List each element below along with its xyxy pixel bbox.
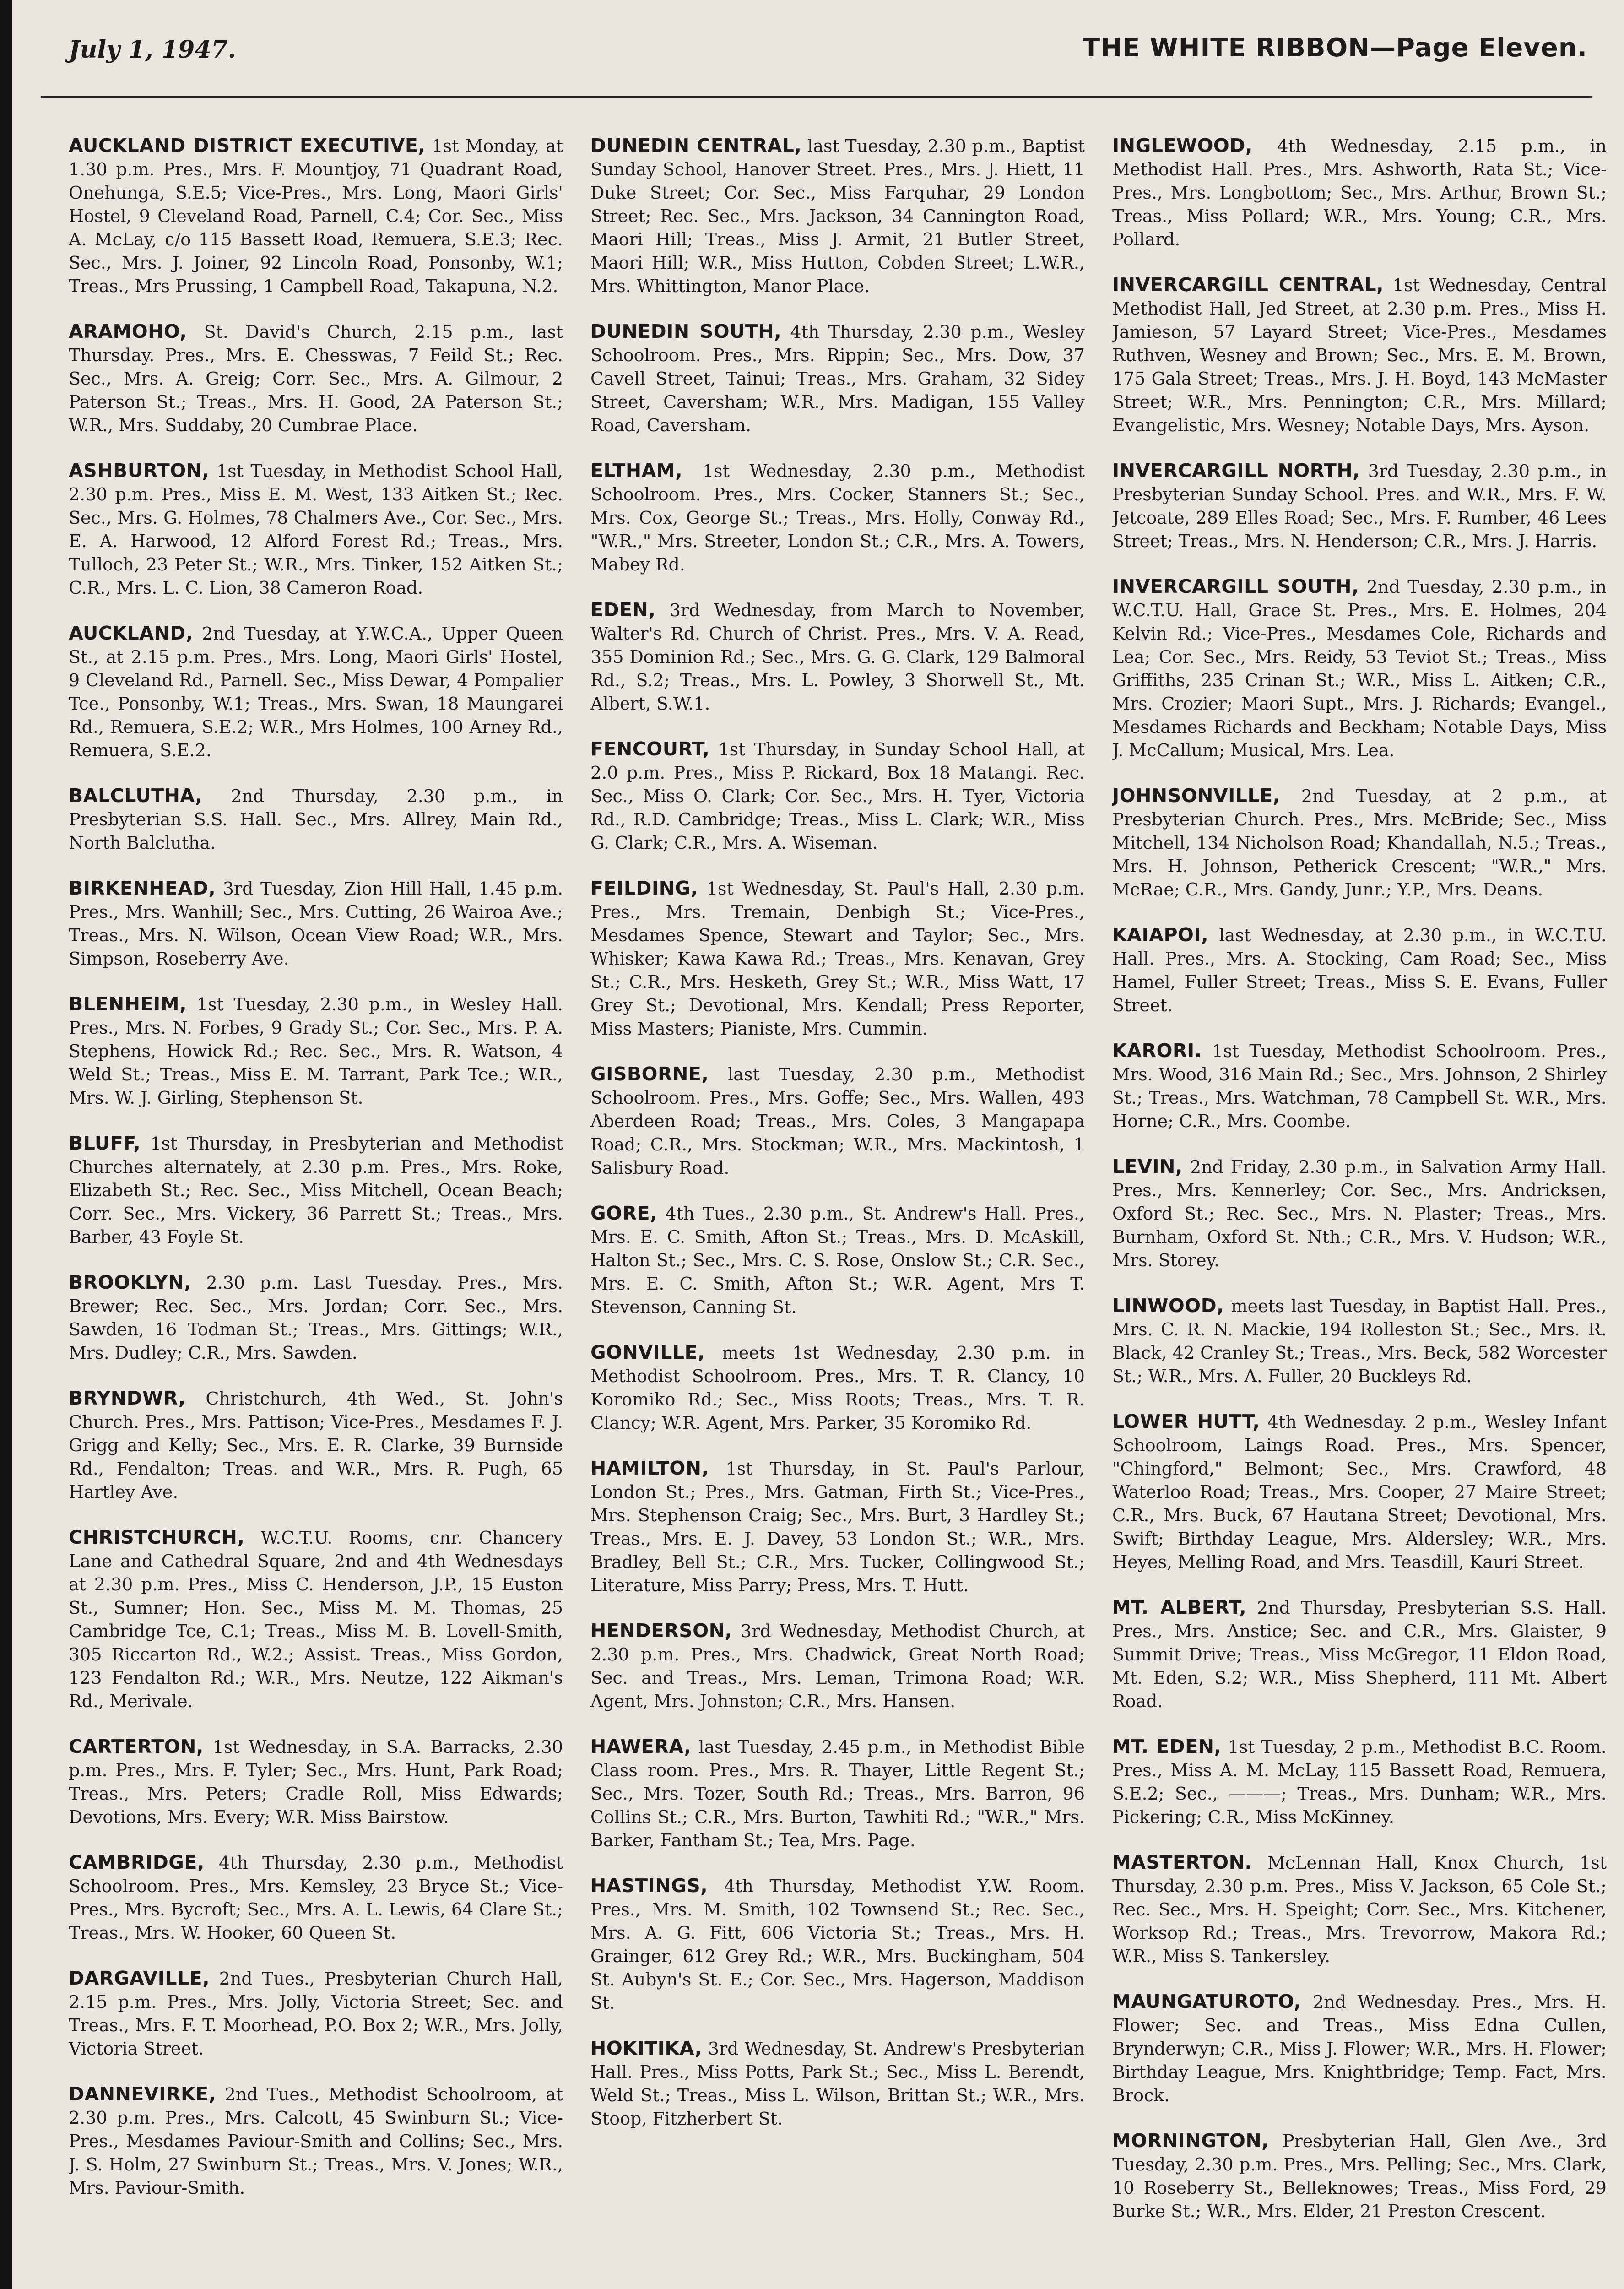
- branch-name: EDEN,: [590, 599, 656, 621]
- branch-name: BRYNDWR,: [69, 1387, 186, 1409]
- branch-entry: [69, 784, 563, 855]
- branch-entry: [69, 1967, 563, 2061]
- branch-details: W.C.T.U. Rooms, cnr. Chancery Lane and Cathedral Square, 2nd and 4th Wednesdays at 2.30 p.m. Pres., Miss C. Henderson, J.P., 15 Euston St., Sumner; Hon. Sec., Miss M. M. Thomas, 25 Cambridge Tce, C.1; Treas., Miss M. B. Lovell-Smith, 305 Riccarton Rd., W.2.; Assist. Treas., Miss Gordon, 123 Fendalton Rd.; W.R., Mrs. Neutze, 122 Aikman's Rd., Merivale.: [69, 1528, 563, 1711]
- branch-name: FEILDING,: [590, 877, 698, 899]
- branch-name: BALCLUTHA,: [69, 785, 203, 807]
- branch-name: BLUFF,: [69, 1132, 141, 1154]
- branch-details: 1st Wednesday, 2.30 p.m., Methodist Schoolroom. Pres., Mrs. Cocker, Stanners St.; Sec., Mrs. Cox, George St.; Treas., Mrs. Holly, Conway Rd., "W.R.," Mrs. Streeter, London St.; C.R., Mrs. A. Towers, Mabey Rd.: [590, 461, 1085, 575]
- branch-name: ARAMOHO,: [69, 320, 187, 342]
- branch-details: 2nd Tues., Methodist Schoolroom, at 2.30 p.m. Pres., Mrs. Calcott, 45 Swinburn St.; Vice-Pres., Mesdames Paviour-Smith and Collins; Sec., Mrs. J. S. Holm, 27 Swinburn St.; Treas., Mrs. V. Jones; W.R., Mrs. Paviour-Smith.: [69, 2084, 563, 2198]
- branch-entry: [1112, 1851, 1607, 1968]
- branch-name: AUCKLAND DISTRICT EXECUTIVE,: [69, 135, 426, 157]
- branch-details: 2nd Tuesday, at 2 p.m., at Presbyterian Church. Pres., Mrs. McBride; Sec., Miss Mitchell, 134 Nicholson Road; Khandallah, N.5.; Treas., Mrs. H. Johnson, Petherick Crescent; "W.R.," Mrs. McRae; C.R., Mrs. Gandy, Junr.; Y.P., Mrs. Deans.: [1112, 786, 1607, 900]
- branch-entry: [1112, 1990, 1607, 2107]
- branch-entry: [590, 320, 1085, 437]
- branch-entry: [1112, 1039, 1607, 1133]
- branch-details: 4th Thursday, 2.30 p.m., Methodist Schoolroom. Pres., Mrs. Kemsley, 23 Bryce St.; Vice-Pres., Mrs. Bycroft; Sec., Mrs. A. L. Lewis, 64 Clare St.; Treas., Mrs. W. Hooker, 60 Queen St.: [69, 1853, 563, 1943]
- branch-details: 3rd Tuesday, 2.30 p.m., in Presbyterian Sunday School. Pres. and W.R., Mrs. F. W. Jetcoate, 289 Elles Road; Sec., Mrs. F. Rumber, 46 Lees Street; Treas., Mrs. N. Henderson; C.R., Mrs. J. Harris.: [1112, 461, 1607, 551]
- column-middle: [590, 117, 1085, 2289]
- branch-entry: [590, 738, 1085, 855]
- page-header: [69, 27, 1587, 78]
- branch-entry: [590, 2037, 1085, 2131]
- branch-name: HOKITIKA,: [590, 2037, 702, 2059]
- branch-name: LINWOOD,: [1112, 1295, 1224, 1317]
- branch-details: 2nd Tuesday, at Y.W.C.A., Upper Queen St., at 2.15 p.m. Pres., Mrs. Long, Maori Girls' Hostel, 9 Cleveland Rd., Parnell. Sec., Miss Dewar, 4 Pompalier Tce., Ponsonby, W.1; Treas., Mrs. Swan, 18 Maungarei Rd., Remuera, S.E.2; W.R., Mrs Holmes, 100 Arney Rd., Remuera, S.E.2.: [69, 624, 563, 760]
- branch-entry: [1112, 2129, 1607, 2223]
- branch-details: 2.30 p.m. Last Tuesday. Pres., Mrs. Brewer; Rec. Sec., Mrs. Jordan; Corr. Sec., Mrs. Sawden, 16 Todman St.; Treas., Mrs. Gittings; W.R., Mrs. Dudley; C.R., Mrs. Sawden.: [69, 1273, 563, 1363]
- branch-entry: [69, 622, 563, 762]
- branch-details: McLennan Hall, Knox Church, 1st Thursday, 2.30 p.m. Pres., Miss V. Jackson, 65 Cole St.; Rec. Sec., Mrs. H. Speight; Corr. Sec., Mrs. Kitchener, Worksop Rd.; Treas., Mrs. Trevorrow, Makora Rd.; W.R., Miss S. Tankersley.: [1112, 1853, 1607, 1966]
- branch-name: MAUNGATUROTO,: [1112, 1991, 1301, 2012]
- column-left: [69, 117, 563, 2289]
- branch-details: last Tuesday, 2.30 p.m., Methodist Schoolroom. Pres., Mrs. Goffe; Sec., Mrs. Wallen, 493 Aberdeen Road; Treas., Mrs. Coles, 3 Mangapapa Road; C.R., Mrs. Stockman; W.R., Mrs. Mackintosh, 1 Salisbury Road.: [590, 1064, 1085, 1178]
- branch-name: INVERCARGILL NORTH,: [1112, 460, 1360, 482]
- branch-entry: [69, 459, 563, 600]
- branch-entry: [590, 459, 1085, 576]
- branch-entry: [69, 1271, 563, 1365]
- branch-entry: [1112, 134, 1607, 251]
- publication-title: THE WHITE RIBBON—Page Eleven.: [1083, 33, 1587, 63]
- branch-entry: [1112, 1596, 1607, 1713]
- branch-entry: [590, 1063, 1085, 1180]
- branch-name: BIRKENHEAD,: [69, 877, 216, 899]
- branch-entry: [590, 1202, 1085, 1319]
- branch-name: HENDERSON,: [590, 1620, 732, 1642]
- header-rule: [41, 96, 1592, 98]
- branch-details: 1st Monday, at 1.30 p.m. Pres., Mrs. F. Mountjoy, 71 Quadrant Road, Onehunga, S.E.5; Vice-Pres., Mrs. Long, Maori Girls' Hostel, 9 Cleveland Road, Parnell, C.4; Cor. Sec., Miss A. McLay, c/o 115 Bassett Road, Remuera, S.E.3; Rec. Sec., Mrs. J. Joiner, 92 Lincoln Road, Ponsonby, W.1; Treas., Mrs Prussing, 1 Campbell Road, Takapuna, N.2.: [69, 136, 563, 296]
- branch-name: GISBORNE,: [590, 1063, 709, 1085]
- branch-details: last Tuesday, 2.45 p.m., in Methodist Bible Class room. Pres., Mrs. R. Thayer, Little Regent St.; Sec., Mrs. Tozer, South Rd.; Treas., Mrs. Barron, 96 Collins St.; C.R., Mrs. Burton, Tawhiti Rd.; "W.R.," Mrs. Barker, Fantham St.; Tea, Mrs. Page.: [590, 1737, 1085, 1850]
- branch-entry: [1112, 1735, 1607, 1829]
- branch-entry: [1112, 1294, 1607, 1388]
- branch-details: 2nd Friday, 2.30 p.m., in Salvation Army Hall. Pres., Mrs. Kennerley; Cor. Sec., Mrs. Andricksen, Oxford St.; Rec. Sec., Mrs. N. Plaster; Treas., Mrs. Burnham, Oxford St. Nth.; C.R., Mrs. V. Hudson; W.R., Mrs. Storey.: [1112, 1157, 1607, 1270]
- branch-name: HAWERA,: [590, 1736, 692, 1757]
- branch-name: DANNEVIRKE,: [69, 2083, 216, 2105]
- branch-entry: [69, 1851, 563, 1945]
- branch-name: LOWER HUTT,: [1112, 1410, 1260, 1432]
- page-spine-edge: [0, 0, 12, 2289]
- branch-details: Christchurch, 4th Wed., St. John's Church. Pres., Mrs. Pattison; Vice-Pres., Mesdames F. J. Grigg and Kelly; Sec., Mrs. E. R. Clarke, 39 Burnside Rd., Fendalton; Treas. and W.R., Mrs. R. Pugh, 65 Hartley Ave.: [69, 1389, 563, 1502]
- branch-entry: [69, 993, 563, 1110]
- branch-details: last Wednesday, at 2.30 p.m., in W.C.T.U. Hall. Pres., Mrs. A. Stocking, Cam Road; Sec., Miss Hamel, Fuller Street; Treas., Miss S. E. Evans, Fuller Street.: [1112, 925, 1607, 1015]
- branch-details: 1st Thursday, in Presbyterian and Methodist Churches alternately, at 2.30 p.m. Pres., Mrs. Roke, Elizabeth St.; Rec. Sec., Miss Mitchell, Ocean Beach; Corr. Sec., Mrs. Vickery, 36 Parrett St.; Treas., Mrs. Barber, 43 Foyle St.: [69, 1134, 563, 1247]
- branch-details: 1st Tuesday, in Methodist School Hall, 2.30 p.m. Pres., Miss E. M. West, 133 Aitken St.; Rec. Sec., Mrs. G. Holmes, 78 Chalmers Ave., Cor. Sec., Mrs. E. A. Harwood, 12 Alford Forest Rd.; Treas., Mrs. Tulloch, 23 Peter St.; W.R., Mrs. Tinker, 152 Aitken St.; C.R., Mrs. L. C. Lion, 38 Cameron Road.: [69, 461, 563, 598]
- branch-details: 1st Wednesday, St. Paul's Hall, 2.30 p.m. Pres., Mrs. Tremain, Denbigh St.; Vice-Pres., Mesdames Spence, Stewart and Taylor; Sec., Mrs. Whisker; Kawa Kawa Rd.; Treas., Mrs. Kenavan, Grey St.; C.R., Mrs. Hesketh, Grey St.; W.R., Miss Watt, 17 Grey St.; Devotional, Mrs. Kendall; Press Reporter, Miss Masters; Pianiste, Mrs. Cummin.: [590, 879, 1085, 1039]
- branch-entry: [1112, 1410, 1607, 1574]
- column-right: [1112, 117, 1607, 2289]
- branch-name: AUCKLAND,: [69, 622, 193, 644]
- branch-details: 4th Tues., 2.30 p.m., St. Andrew's Hall. Pres., Mrs. E. C. Smith, Afton St.; Treas., Mrs. D. McAskill, Halton St.; Sec., Mrs. C. S. Rose, Onslow St.; C.R. Sec., Mrs. E. C. Smith, Afton St.; W.R. Agent, Mrs T. Stevenson, Canning St.: [590, 1204, 1085, 1317]
- branch-details: 1st Tuesday, 2 p.m., Methodist B.C. Room. Pres., Miss A. M. McLay, 115 Bassett Road, Remuera, S.E.2; Sec., ———; Treas., Mrs. Dunham; W.R., Mrs. Pickering; C.R., Miss McKinney.: [1112, 1737, 1607, 1827]
- branch-details: St. David's Church, 2.15 p.m., last Thursday. Pres., Mrs. E. Chesswas, 7 Feild St.; Rec. Sec., Mrs. A. Greig; Corr. Sec., Mrs. A. Gilmour, 2 Paterson St.; Treas., Mrs. H. Good, 2A Paterson St.; W.R., Mrs. Suddaby, 20 Cumbrae Place.: [69, 322, 563, 435]
- branch-entry: [590, 1874, 1085, 2015]
- branch-details: meets last Tuesday, in Baptist Hall. Pres., Mrs. C. R. N. Mackie, 194 Rolleston St.; Sec., Mrs. R. Black, 42 Cranley St.; Treas., Mrs. Beck, 582 Worcester St.; W.R., Mrs. A. Fuller, 20 Buckleys Rd.: [1112, 1296, 1607, 1386]
- branch-entry: [69, 1132, 563, 1249]
- branch-entry: [1112, 1155, 1607, 1272]
- branch-entry: [69, 1387, 563, 1504]
- branch-name: INVERCARGILL CENTRAL,: [1112, 274, 1384, 296]
- branch-entry: [590, 1619, 1085, 1713]
- branch-name: MORNINGTON,: [1112, 2130, 1269, 2152]
- branch-name: INVERCARGILL SOUTH,: [1112, 575, 1359, 597]
- branch-details: 1st Thursday, in Sunday School Hall, at 2.0 p.m. Pres., Miss P. Rickard, Box 18 Matangi. Rec. Sec., Miss O. Clark; Cor. Sec., Mrs. H. Tyer, Victoria Rd., R.D. Cambridge; Treas., Miss L. Clark; W.R., Miss G. Clark; C.R., Mrs. A. Wiseman.: [590, 739, 1085, 853]
- branch-entry: [69, 1735, 563, 1829]
- branch-name: GONVILLE,: [590, 1341, 705, 1363]
- branch-entry: [69, 2083, 563, 2200]
- branch-details: 3rd Wednesday, St. Andrew's Presbyterian Hall. Pres., Miss Potts, Park St.; Sec., Miss L. Berendt, Weld St.; Treas., Miss L. Wilson, Brittan St.; W.R., Mrs. Stoop, Fitzherbert St.: [590, 2039, 1085, 2129]
- branch-details: 2nd Wednesday. Pres., Mrs. H. Flower; Sec. and Treas., Miss Edna Cullen, Brynderwyn; C.R., Miss J. Flower; W.R., Mrs. H. Flower; Birthday League, Mrs. Knightbridge; Temp. Fact, Mrs. Brock.: [1112, 1992, 1607, 2105]
- branch-name: BROOKLYN,: [69, 1271, 192, 1293]
- branch-details: 1st Tuesday, Methodist Schoolroom. Pres., Mrs. Wood, 316 Main Rd.; Sec., Mrs. Johnson, 2 Shirley St.; Treas., Mrs. Watchman, 78 Campbell St. W.R., Mrs. Horne; C.R., Mrs. Coombe.: [1112, 1041, 1607, 1131]
- branch-entry: [69, 320, 563, 437]
- branch-entry: [1112, 784, 1607, 901]
- branch-details: 1st Wednesday, Central Methodist Hall, Jed Street, at 2.30 p.m. Pres., Miss H. Jamieson, 57 Layard Street; Vice-Pres., Mesdames Ruthven, Wesney and Brown; Sec., Mrs. E. M. Brown, 175 Gala Street; Treas., Mrs. J. H. Boyd, 143 McMaster Street; W.R., Mrs. Pennington; C.R., Mrs. Millard; Evangelistic, Mrs. Wesney; Notable Days, Mrs. Ayson.: [1112, 275, 1607, 435]
- branch-name: ASHBURTON,: [69, 460, 210, 482]
- branch-details: 1st Thursday, in St. Paul's Parlour, London St.; Pres., Mrs. Gatman, Firth St.; Vice-Pres., Mrs. Stephenson Craig; Sec., Mrs. Burt, 3 Hardley St.; Treas., Mrs. E. J. Davey, 53 London St.; W.R., Mrs. Bradley, Bell St.; C.R., Mrs. Tucker, Collingwood St.; Literature, Miss Parry; Press, Mrs. T. Hutt.: [590, 1459, 1085, 1595]
- branch-entry: [69, 134, 563, 298]
- branch-entry: [1112, 273, 1607, 437]
- branch-entry: [590, 1735, 1085, 1852]
- branch-details: meets 1st Wednesday, 2.30 p.m. in Methodist Schoolroom. Pres., Mrs. T. R. Clancy, 10 Koromiko Rd.; Sec., Miss Roots; Treas., Mrs. T. R. Clancy; W.R. Agent, Mrs. Parker, 35 Koromiko Rd.: [590, 1343, 1085, 1433]
- branch-name: KAIAPOI,: [1112, 924, 1209, 946]
- branch-name: MT. EDEN,: [1112, 1736, 1222, 1757]
- branch-name: GORE,: [590, 1202, 658, 1224]
- branch-name: CHRISTCHURCH,: [69, 1526, 245, 1548]
- branch-details: 2nd Tues., Presbyterian Church Hall, 2.15 p.m. Pres., Mrs. Jolly, Victoria Street; Sec. and Treas., Mrs. F. T. Moorhead, P.O. Box 2; W.R., Mrs. Jolly, Victoria Street.: [69, 1969, 563, 2059]
- branch-name: JOHNSONVILLE,: [1112, 785, 1280, 807]
- branch-name: ELTHAM,: [590, 460, 683, 482]
- branch-name: INGLEWOOD,: [1112, 135, 1253, 157]
- branch-entry: [1112, 923, 1607, 1017]
- branch-details: 3rd Wednesday, from March to November, Walter's Rd. Church of Christ. Pres., Mrs. V. A. Read, 355 Dominion Rd.; Sec., Mrs. G. G. Clark, 129 Balmoral Rd., S.2; Treas., Mrs. L. Powley, 3 Shorwell St., Mt. Albert, S.W.1.: [590, 600, 1085, 714]
- branch-details: 1st Wednesday, in S.A. Barracks, 2.30 p.m. Pres., Mrs. F. Tyler; Sec., Mrs. Hunt, Park Road; Treas., Mrs. Peters; Cradle Roll, Miss Edwards; Devotions, Mrs. Every; W.R. Miss Bairstow.: [69, 1737, 563, 1827]
- branch-entry: [590, 1341, 1085, 1435]
- branch-details: 4th Wednesday. 2 p.m., Wesley Infant Schoolroom, Laings Road. Pres., Mrs. Spencer, "Chingford," Belmont; Sec., Mrs. Crawford, 48 Waterloo Road; Treas., Mrs. Cooper, 27 Maire Street; C.R., Mrs. Buck, 67 Hautana Street; Devotional, Mrs. Swift; Birthday League, Mrs. Aldersley; W.R., Mrs. Heyes, Melling Road, and Mrs. Teasdill, Kauri Street.: [1112, 1412, 1607, 1572]
- branch-name: MT. ALBERT,: [1112, 1596, 1247, 1618]
- branch-details: Presbyterian Hall, Glen Ave., 3rd Tuesday, 2.30 p.m. Pres., Mrs. Pelling; Sec., Mrs. Clark, 10 Roseberry St., Belleknowes; Treas., Miss Ford, 29 Burke St.; W.R., Mrs. Elder, 21 Preston Crescent.: [1112, 2131, 1607, 2221]
- branch-name: CAMBRIDGE,: [69, 1851, 205, 1873]
- branch-name: HAMILTON,: [590, 1457, 709, 1479]
- branch-name: LEVIN,: [1112, 1155, 1183, 1177]
- branch-details: 4th Thursday, Methodist Y.W. Room. Pres., Mrs. M. Smith, 102 Townsend St.; Rec. Sec., Mrs. A. G. Fitt, 606 Victoria St.; Treas., Mrs. H. Grainger, 612 Grey Rd.; W.R., Mrs. Buckingham, 504 St. Aubyn's St. E.; Cor. Sec., Mrs. Hagerson, Maddison St.: [590, 1876, 1085, 2013]
- branch-name: DUNEDIN CENTRAL,: [590, 135, 802, 157]
- branch-name: CARTERTON,: [69, 1736, 204, 1757]
- branch-details: 2nd Tuesday, 2.30 p.m., in W.C.T.U. Hall, Grace St. Pres., Mrs. E. Holmes, 204 Kelvin Rd.; Vice-Pres., Mesdames Cole, Richards and Lea; Cor. Sec., Mrs. Reidy, 53 Teviot St.; Treas., Miss Griffiths, 235 Crinan St.; W.R., Miss L. Aitken; C.R., Mrs. Crozier; Maori Supt., Mrs. J. Richards; Evangel., Mesdames Richards and Beckham; Notable Days, Miss J. McCallum; Musical, Mrs. Lea.: [1112, 577, 1607, 760]
- branch-details: 2nd Thursday, Presbyterian S.S. Hall. Pres., Mrs. Anstice; Sec. and C.R., Mrs. Glaister, 9 Summit Drive; Treas., Miss McGregor, 11 Eldon Road, Mt. Eden, S.2; W.R., Miss Shepherd, 111 Mt. Albert Road.: [1112, 1598, 1607, 1711]
- branch-name: FENCOURT,: [590, 738, 710, 760]
- branch-name: MASTERTON.: [1112, 1851, 1252, 1873]
- branch-details: 3rd Wednesday, Methodist Church, at 2.30 p.m. Pres., Mrs. Chadwick, Great North Road; Sec. and Treas., Mrs. Leman, Trimona Road; W.R. Agent, Mrs. Johnston; C.R., Mrs. Hansen.: [590, 1621, 1085, 1711]
- issue-date: July 1, 1947.: [69, 36, 236, 64]
- branch-details: 1st Tuesday, 2.30 p.m., in Wesley Hall. Pres., Mrs. N. Forbes, 9 Grady St.; Cor. Sec., Mrs. P. A. Stephens, Howick Rd.; Rec. Sec., Mrs. R. Watson, 4 Weld St.; Treas., Miss E. M. Tarrant, Park Tce.; W.R., Mrs. W. J. Girling, Stephenson St.: [69, 994, 563, 1108]
- branch-name: KARORI.: [1112, 1040, 1202, 1062]
- branch-entry: [1112, 459, 1607, 553]
- branch-details: 4th Thursday, 2.30 p.m., Wesley Schoolroom. Pres., Mrs. Rippin; Sec., Mrs. Dow, 37 Cavell Street, Tainui; Treas., Mrs. Graham, 32 Sidey Street, Caversham; W.R., Mrs. Madigan, 155 Valley Road, Caversham.: [590, 322, 1085, 435]
- branch-details: last Tuesday, 2.30 p.m., Baptist Sunday School, Hanover Street. Pres., Mrs. J. Hiett, 11 Duke Street; Cor. Sec., Miss Farquhar, 29 London Street; Rec. Sec., Mrs. Jackson, 34 Cannington Road, Maori Hill; Treas., Miss J. Armit, 21 Butler Street, Maori Hill; W.R., Miss Hutton, Cobden Street; L.W.R., Mrs. Whittington, Manor Place.: [590, 136, 1085, 296]
- branch-details: 4th Wednesday, 2.15 p.m., in Methodist Hall. Pres., Mrs. Ashworth, Rata St.; Vice-Pres., Mrs. Longbottom; Sec., Mrs. Arthur, Brown St.; Treas., Miss Pollard; W.R., Mrs. Young; C.R., Mrs. Pollard.: [1112, 136, 1607, 250]
- branch-entry: [1112, 575, 1607, 762]
- branch-details: 3rd Tuesday, Zion Hill Hall, 1.45 p.m. Pres., Mrs. Wanhill; Sec., Mrs. Cutting, 26 Wairoa Ave.; Treas., Mrs. N. Wilson, Ocean View Road; W.R., Mrs. Simpson, Roseberry Ave.: [69, 879, 563, 969]
- branch-directory: [69, 117, 1607, 2289]
- branch-name: HASTINGS,: [590, 1875, 708, 1897]
- branch-name: DARGAVILLE,: [69, 1967, 210, 1989]
- branch-entry: [69, 1526, 563, 1713]
- branch-name: BLENHEIM,: [69, 993, 187, 1015]
- branch-entry: [590, 877, 1085, 1041]
- branch-entry: [69, 877, 563, 971]
- branch-entry: [590, 598, 1085, 716]
- branch-entry: [590, 1457, 1085, 1597]
- branch-details: 2nd Thursday, 2.30 p.m., in Presbyterian S.S. Hall. Sec., Mrs. Allrey, Main Rd., North Balclutha.: [69, 786, 563, 853]
- branch-entry: [590, 134, 1085, 298]
- branch-name: DUNEDIN SOUTH,: [590, 320, 782, 342]
